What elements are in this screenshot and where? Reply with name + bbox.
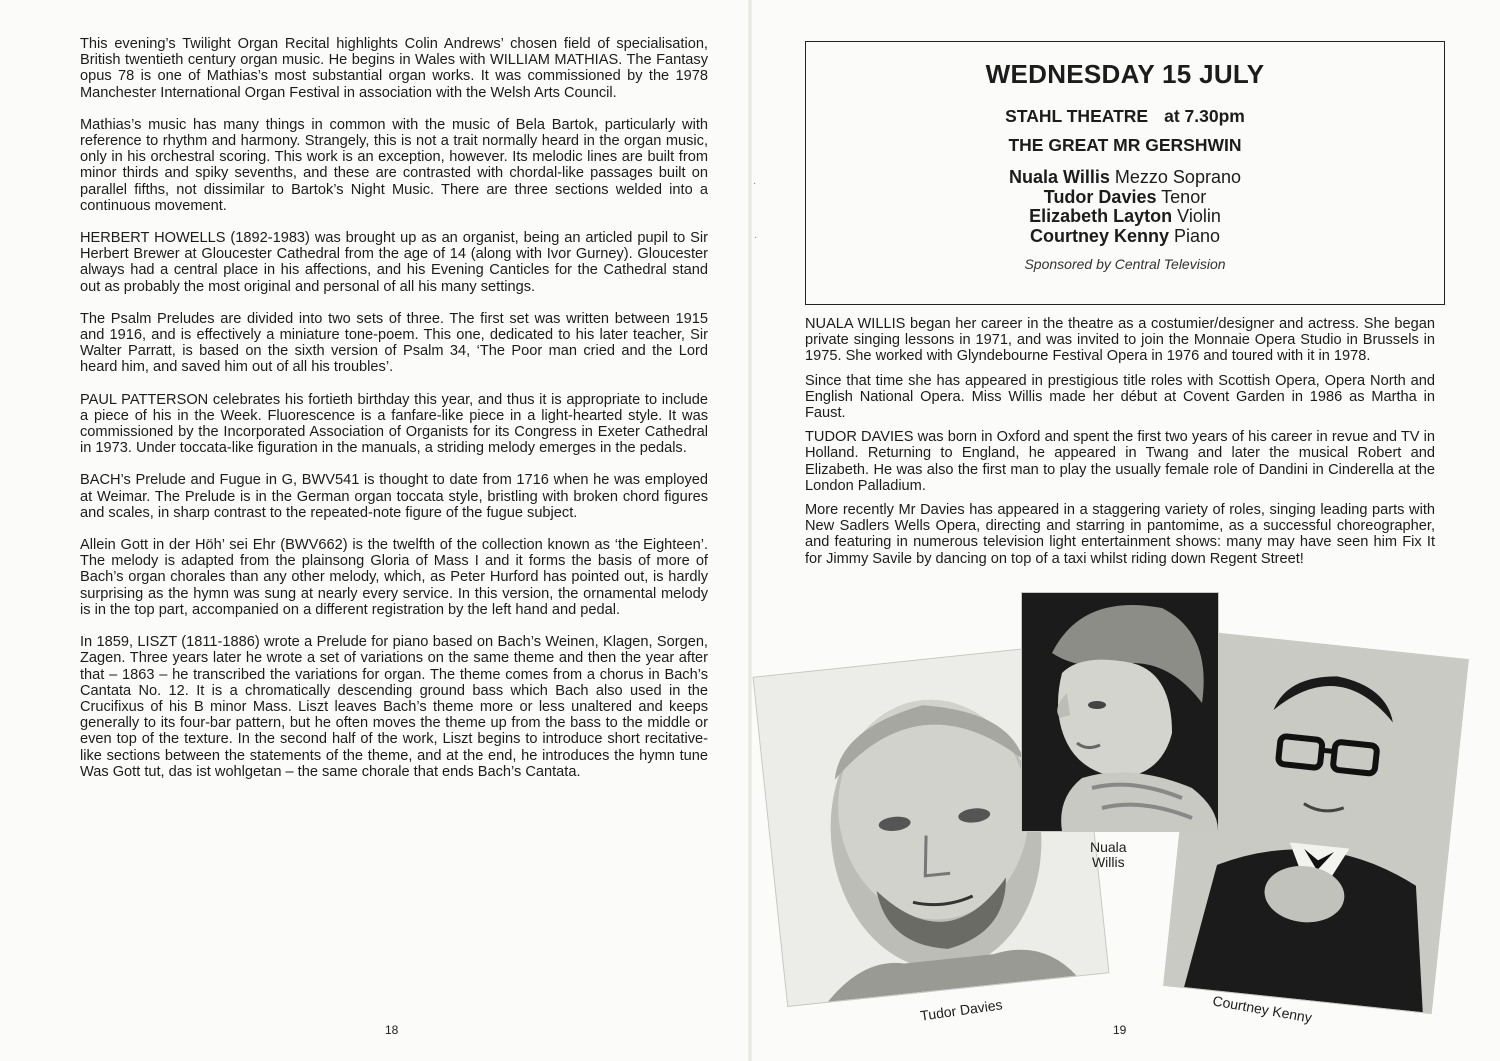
performer-role: Piano [1174,225,1221,246]
performer-role: Mezzo Soprano [1114,167,1241,187]
performer-role: Tenor [1161,186,1207,207]
performer-name: Elizabeth Layton [1029,206,1173,226]
article-paragraph: Mathias’s music has many things in common with the music of Bela Bartok, particularly with reference to rhythm and harmony. Strangely, this is not a trait normally heard in the organ music, only in his orchestral scoring. This work is an exception, however. Its melodic lines are built from minor thirds and spiky sevenths, and these are contrasted with chordal-like passages built on parallel fifths, not dissimilar to Bartok’s Night Music. There are three sections welded into a continuous movement. [80,116,708,214]
sponsor-note: Sponsored by Central Television [1024,256,1226,272]
bio-paragraph: NUALA WILLIS began her career in the theatre as a costumier/designer and actress. She began private singing lessons in 1971, and was invited to join the Monnaie Opera Studio in Brussels in 1975. She worked with Glyndebourne Festival Opera in 1976 and toured with it in 1978. [805,316,1435,365]
caption-line: Nuala [1090,839,1127,855]
article-paragraph: Allein Gott in der Höh’ sei Ehr (BWV662) is the twelfth of the collection known as ‘the Eighteen’. The melody is adapted from the plainsong Gloria of Mass I and it forms the basis of more of Bach’s organ chorales than any other melody, which, as Peter Hurford has pointed out, is hardly surprising as the hymn was sung at nearly every service. In this version, the ornamental melody is in the top part, accompanied on a different registration by the left hand and pedal. [80,537,708,618]
performer-name: Courtney Kenny [1029,225,1169,246]
print-speck: · [754,232,758,243]
nuala-willis-photo [1022,593,1218,831]
event-show-title: THE GREAT MR GERSHWIN [1008,135,1242,155]
article-paragraph: HERBERT HOWELLS (1892-1983) was brought up as an organist, being an articled pupil to Sir Herbert Brewer at Gloucester Cathedral from the age of 14 (along with Ivor Gurney). Gloucester always had a central place in his affections, and his Evening Canticles for the Cathedral stand out as probably the most original and personal of all his many settings. [80,230,708,295]
article-paragraph: The Psalm Preludes are divided into two sets of three. The first set was written between 1915 and 1916, and is effectively a miniature tone-poem. This one, dedicated to his later teacher, Sir Walter Parratt, is based on the sixth version of Psalm 34, ‘The Poor man cried and the Lord heard him, and saved him out of all his troubles’. [80,310,708,376]
performer-line [806,207,1444,227]
event-header-box [805,41,1445,305]
page-number: 19 [1113,1023,1127,1037]
performer-list [806,168,1444,246]
performer-name: Nuala Willis [1009,167,1110,187]
event-time: at 7.30pm [1164,106,1245,126]
tudor-davies-caption: Tudor Davies [919,996,1004,1024]
event-venue: STAHL THEATRE [1005,106,1149,126]
performer-role: Violin [1177,206,1221,226]
bio-paragraph: TUDOR DAVIES was born in Oxford and spent the first two years of his career in revue and TV in Holland. Returning to England, he appeared in Twang and later the musical Robert and Elizabeth. He was also the first man to play the usually female role of Dandini in Cinderella at the London Palladium. [805,429,1435,494]
performer-line [806,168,1444,188]
right-article [805,316,1435,575]
bio-paragraph: More recently Mr Davies has appeared in a staggering variety of roles, singing leading parts with New Sadlers Wells Opera, directing and starring in pantomime, as a successful choreographer, and featuring in numerous television light entertainment shows: many may have seen him Fix It for Jimmy Savile by dancing on top of a taxi whilst riding down Regent Street! [805,502,1435,567]
performer-line [806,227,1444,247]
article-paragraph: This evening’s Twilight Organ Recital highlights Colin Andrews’ chosen field of specialisation, British twentieth century organ music. He begins in Wales with WILLIAM MATHIAS. The Fantasy opus 78 is one of Mathias’s most substantial organ works. It was commissioned by the 1978 Manchester International Organ Festival in association with the Welsh Arts Council. [80,36,708,101]
right-page [750,0,1500,1061]
article-paragraph: In 1859, LISZT (1811-1886) wrote a Prelude for piano based on Bach’s Weinen, Klagen, Sorgen, Zagen. Three years later he wrote a set of variations on the same theme and then the year after that – 1863 – he transcribed the variations for organ. The theme comes from a chorus in Bach’s Cantata No. 12. It is a chromatically descending ground bass which Bach also used in the Crucifixus of his B minor Mass. Liszt leaves Bach’s theme more or less unaltered and keeps generally to its four-bar pattern, but he often moves the theme up from the bass to the middle or even top of the texture. In the second half of the work, Liszt begins to introduce short recitative-like sections between the statements of the theme, and at the end, he introduces the hymn tune Was Gott tut, das ist wohlgetan – the same chorale that ends Bach’s Cantata. [80,634,708,780]
caption-line: Willis [1091,854,1125,870]
nuala-willis-caption [1090,840,1127,870]
event-venue-line [806,106,1444,127]
bio-paragraph: Since that time she has appeared in prestigious title roles with Scottish Opera, Opera North and English National Opera. Miss Willis made her début at Covent Garden in 1986 as Martha in Faust. [805,372,1435,422]
article-paragraph: BACH’s Prelude and Fugue in G, BWV541 is thought to date from 1716 when he was employed at Weimar. The Prelude is in the German organ toccata style, bristling with broken chord figures and scales, in sharp contrast to the repeated-note figure of the fugue subject. [80,472,708,521]
courtney-kenny-caption: Courtney Kenny [1211,992,1314,1026]
page-number: 18 [385,1023,399,1037]
article-paragraph: PAUL PATTERSON celebrates his fortieth birthday this year, and thus it is appropriate to include a piece of his in the Week. Fluorescence is a fanfare-like piece in a light-hearted style. It was commissioned by the Incorporated Association of Organists for its Congress in Exeter Cathedral in 1973. Under toccata-like figuration in the manuals, a striding melody emerges in the pedals. [80,391,708,457]
event-date: WEDNESDAY 15 JULY [985,59,1265,89]
left-article [80,36,708,796]
performer-name: Tudor Davies [1043,186,1157,207]
performer-line [806,188,1444,208]
print-speck: · [753,178,757,189]
